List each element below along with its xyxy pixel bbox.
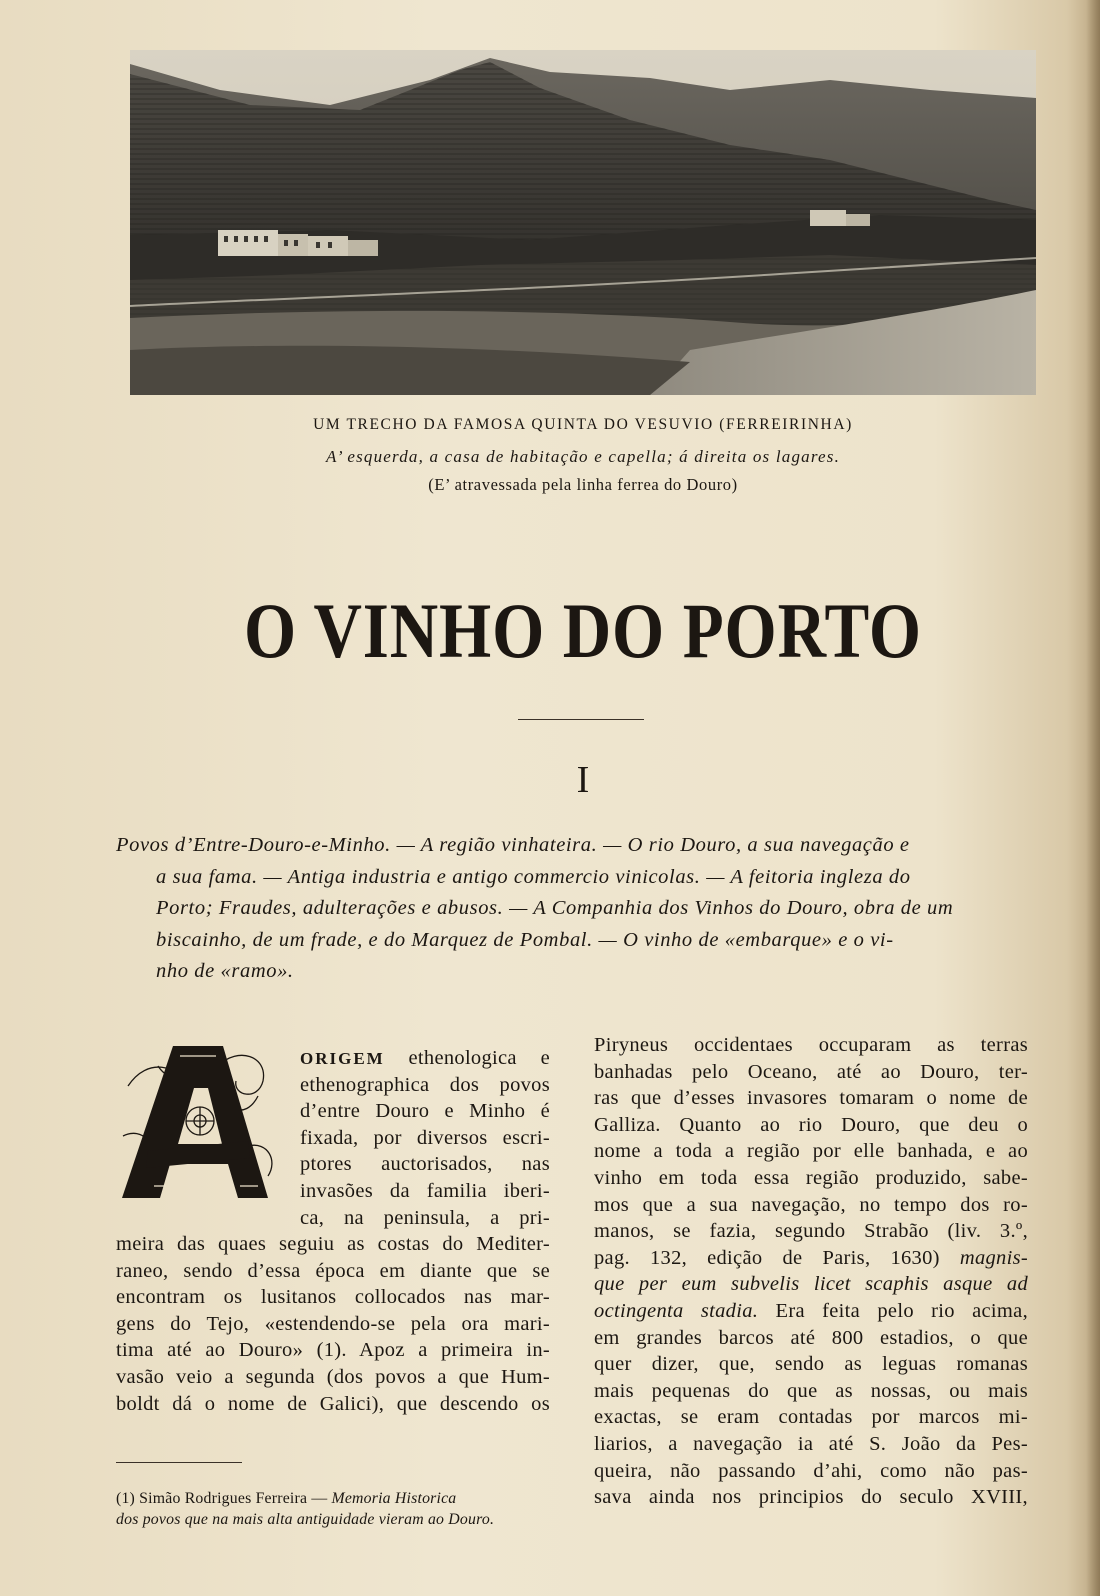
- photo-caption-title: UM TRECHO DA FAMOSA QUINTA DO VESUVIO (FERREIRINHA): [313, 416, 853, 433]
- right-line: liarios, a navegação ia até S. João da Pes-: [594, 1432, 1028, 1455]
- summary-line: biscainho, de um frade, e do Marquez de Pombal. — O vinho de «embarque» e o vi-: [156, 928, 894, 951]
- right-line: sava ainda nos principios do seculo XVIII,: [594, 1486, 1028, 1509]
- opening-word: ORIGEM: [300, 1049, 385, 1068]
- left-line: boldt dá o nome de Galici), que descendo os: [116, 1392, 550, 1415]
- left-column-top: [300, 1045, 550, 1231]
- right-line: mos que a sua navegação, no tempo dos ro-: [594, 1193, 1028, 1216]
- left-line: encontram os lusitanos collocados nas mar-: [116, 1286, 550, 1309]
- right-line: octingenta stadia. Era feita pelo rio acima,: [594, 1299, 1028, 1322]
- right-line: exactas, se eram contadas por marcos mi-: [594, 1406, 1028, 1429]
- ornamental-drop-cap: [118, 1046, 280, 1202]
- left-line: invasões da familia iberi-: [300, 1179, 550, 1202]
- left-line: vasão veio a segunda (dos povos a que Hum-: [116, 1365, 550, 1388]
- right-line: Galliza. Quanto ao rio Douro, que deu o: [594, 1113, 1028, 1136]
- left-line: ptores auctorisados, nas: [300, 1153, 550, 1176]
- right-line: mais pequenas do que as nossas, ou mais: [594, 1379, 1028, 1402]
- left-line: raneo, sendo d’essa época em diante que se: [116, 1259, 550, 1282]
- left-line: ca, na peninsula, a pri-: [300, 1206, 550, 1229]
- chapter-summary: [116, 830, 1048, 988]
- right-line: vinho em toda essa região produzido, sabe-: [594, 1166, 1028, 1189]
- drop-cap-letter: A: [198, 1088, 200, 1089]
- left-line: ORIGEM ethenologica e: [300, 1047, 550, 1069]
- right-line: queira, não passando d’ahi, como não pas-: [594, 1459, 1028, 1482]
- photo-caption-note: (E’ atravessada pela linha ferrea do Douro): [428, 475, 738, 494]
- footnote-line: (1) Simão Rodrigues Ferreira — Memoria Historica: [116, 1490, 457, 1507]
- left-line: ethenographica dos povos: [300, 1073, 550, 1096]
- right-line: em grandes barcos até 800 estadios, o que: [594, 1326, 1028, 1349]
- right-line: pag. 132, edição de Paris, 1630) magnis-: [594, 1246, 1028, 1269]
- quinta-landscape-image: [130, 50, 1036, 395]
- right-line: que per eum subvelis licet scaphis asque ad: [594, 1273, 1028, 1296]
- right-column: [594, 1032, 1028, 1511]
- photo-caption-description: A’ esquerda, a casa de habitação e capella; á direita os lagares.: [325, 447, 841, 466]
- page-edge-shadow: [1086, 0, 1100, 1596]
- left-column-body: [116, 1231, 550, 1417]
- right-line: ras que d’esses invasores tomaram o nome de: [594, 1087, 1028, 1110]
- right-line: manos, se fazia, segundo Strabão (liv. 3.º,: [594, 1220, 1028, 1243]
- footnote-divider: [116, 1462, 242, 1463]
- summary-line: a sua fama. — Antiga industria e antigo commercio vinicolas. — A feitoria ingleza do: [156, 865, 911, 888]
- right-line: Piryneus occidentaes occuparam as terras: [594, 1034, 1028, 1056]
- left-line: meira das quaes seguiu as costas do Mediter-: [116, 1233, 550, 1255]
- chapter-number: I: [576, 759, 590, 801]
- footnote-line: dos povos que na mais alta antiguidade vieram ao Douro.: [116, 1511, 495, 1528]
- article-title: O VINHO DO PORTO: [244, 587, 922, 674]
- footnote: [116, 1488, 562, 1530]
- left-line: tima até ao Douro» (1). Apoz a primeira in-: [116, 1339, 550, 1362]
- title-divider: [518, 719, 644, 720]
- right-line: quer dizer, que, sendo as leguas romanas: [594, 1353, 1028, 1376]
- left-line: gens do Tejo, «estendendo-se pela ora mari-: [116, 1312, 550, 1335]
- right-line: banhadas pelo Oceano, até ao Douro, ter-: [594, 1060, 1028, 1083]
- left-line: d’entre Douro e Minho é: [300, 1100, 550, 1123]
- drop-cap-a-icon: [118, 1046, 280, 1202]
- right-line: nome a toda a região por elle banhada, e ao: [594, 1140, 1028, 1163]
- summary-line: Povos d’Entre-Douro-e-Minho. — A região vinhateira. — O rio Douro, a sua navegação e: [116, 834, 910, 856]
- summary-line: Porto; Fraudes, adulterações e abusos. — A Companhia dos Vinhos do Douro, obra de um: [156, 897, 954, 919]
- summary-line: nho de «ramo».: [156, 960, 294, 982]
- vineyard-photograph: [130, 50, 1036, 395]
- left-line: fixada, por diversos escri-: [300, 1126, 550, 1149]
